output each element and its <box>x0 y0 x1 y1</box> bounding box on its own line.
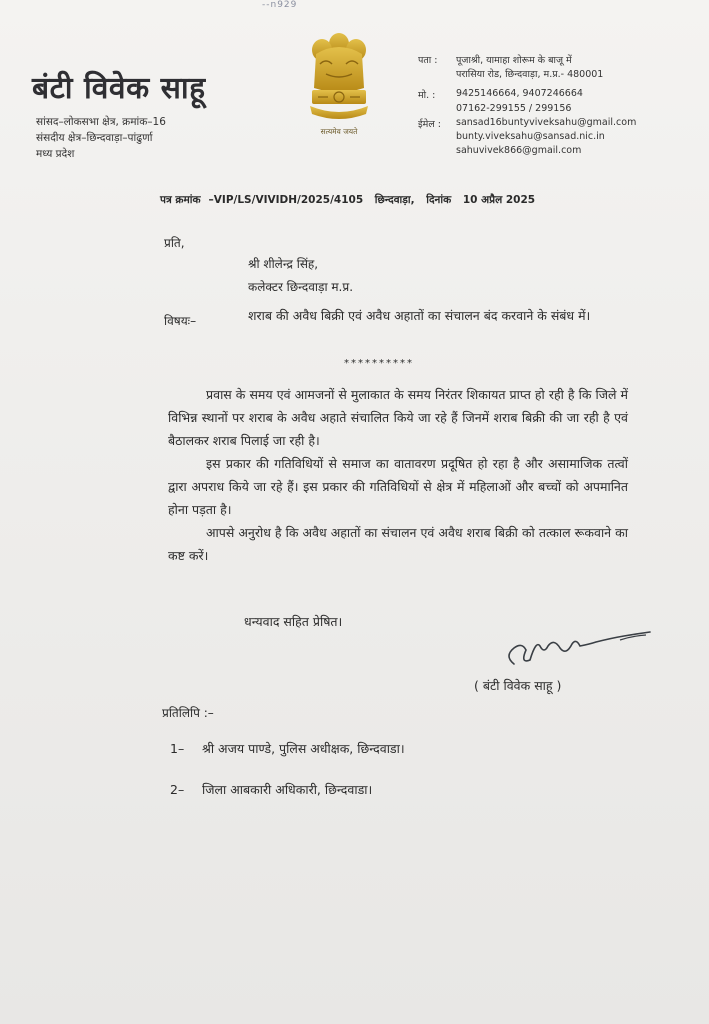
recipient-designation: कलेक्टर छिन्दवाड़ा म.प्र. <box>248 280 354 294</box>
subject-label: विषयः– <box>164 314 197 328</box>
top-mark: --n929 <box>262 0 298 10</box>
copy-item <box>170 781 372 798</box>
body-paragraph: आपसे अनुरोध है कि अवैध अहातों का संचालन एवं अवैध शराब बिक्री को तत्काल रूकवाने का कष्ट करें। <box>168 525 628 563</box>
body-paragraph: इस प्रकार की गतिविधियों से समाज का वातावरण प्रदूषित हो रहा है और असामाजिक तत्वों द्वारा अपराध किये जा रहे हैं। इस प्रकार की गतिविधियों से क्षेत्र में महिलाओं और बच्चों को अपमानित होना पड़ता है। <box>168 456 628 517</box>
emblem-motto: सत्यमेव जयते <box>320 127 358 136</box>
designation-line: संसदीय क्षेत्र–छिन्दवाड़ा–पांढुर्णा <box>36 132 153 144</box>
designation-line: मध्य प्रदेश <box>36 148 75 160</box>
address-line: पूजाश्री, यामाहा शोरूम के बाजू में <box>456 55 572 66</box>
national-emblem-icon <box>306 30 372 126</box>
signatory-name: ( बंटी विवेक साहू ) <box>474 678 562 693</box>
email-label: ईमेल : <box>418 119 442 130</box>
recipient-name: श्री शीलेन्द्र सिंह, <box>248 257 319 271</box>
recipient-label: प्रति, <box>164 236 185 250</box>
email-link[interactable]: sahuvivek866@gmail.com <box>456 145 582 156</box>
designation-line: सांसद–लोकसभा क्षेत्र, क्रमांक–16 <box>36 116 166 128</box>
phone-numbers: 07162-299155 / 299156 <box>456 103 572 114</box>
body-paragraph: प्रवास के समय एवं आमजनों से मुलाकात के समय निरंतर शिकायत प्राप्त हो रही है कि जिले में विभिन्न स्थानों पर शराब के अवैध अहाते संचालित किये जा रहे हैं जिनमें शराब बिक्री की जा रही है एवं बैठालकर शराब पिलाई जा रही है। <box>168 387 628 448</box>
copy-item-text: जिला आबकारी अधिकारी, छिन्दवाडा। <box>202 782 373 797</box>
copy-item-text: श्री अजय पाण्डे, पुलिस अधीक्षक, छिन्दवाडा। <box>202 741 405 756</box>
mobile-numbers: 9425146664, 9407246664 <box>456 88 583 99</box>
copy-item-number: 2– <box>170 782 185 797</box>
address-line: परासिया रोड, छिन्दवाड़ा, म.प्र.- 480001 <box>456 69 604 80</box>
email-link[interactable]: sansad16buntyviveksahu@gmail.com <box>456 117 637 128</box>
address-label: पता : <box>418 55 438 66</box>
mobile-label: मो. : <box>418 90 436 101</box>
letter-reference <box>160 193 543 207</box>
letter-place: छिन्दवाड़ा, <box>374 194 415 206</box>
signature-icon <box>500 620 660 680</box>
separator: ********** <box>344 358 414 369</box>
sender-designation <box>36 114 256 162</box>
letter-number: –VIP/LS/VIVIDH/2025/4105 <box>208 194 364 206</box>
copy-label: प्रतिलिपि :– <box>162 706 214 720</box>
letter-date: 10 अप्रैल 2025 <box>462 194 536 206</box>
email-link[interactable]: bunty.viveksahu@sansad.nic.in <box>456 131 605 142</box>
letter-number-label: पत्र क्रमांक <box>160 194 201 206</box>
copy-item <box>170 740 405 757</box>
sender-name: बंटी विवेक साहू <box>32 71 206 106</box>
subject-text: शराब की अवैध बिक्री एवं अवैध अहातों का संचालन बंद करवाने के संबंध में। <box>248 308 591 323</box>
closing-line: धन्यवाद सहित प्रेषित। <box>244 614 343 629</box>
letter-date-label: दिनांक <box>426 194 452 206</box>
letter-body <box>168 383 628 567</box>
copy-item-number: 1– <box>170 741 185 756</box>
